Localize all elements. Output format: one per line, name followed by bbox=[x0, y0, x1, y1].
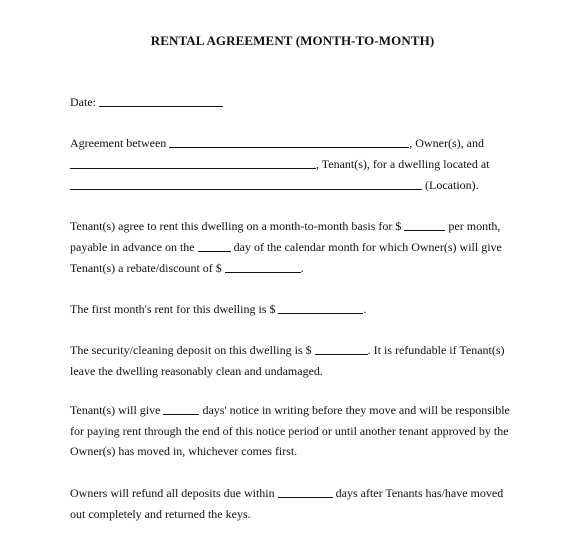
owner-text: , Owner(s), and bbox=[409, 136, 484, 150]
notice-text: Tenant(s) will give bbox=[70, 403, 161, 417]
owner-name-blank[interactable] bbox=[169, 135, 409, 148]
rebate-text: Tenant(s) a rebate/discount of $ bbox=[70, 261, 222, 275]
deposit-blank[interactable] bbox=[315, 342, 368, 355]
date-label: Date: bbox=[70, 95, 96, 109]
agreement-line-3 bbox=[70, 177, 479, 193]
deposit-line-2 bbox=[70, 363, 323, 379]
document-title: RENTAL AGREEMENT (MONTH-TO-MONTH) bbox=[150, 33, 435, 48]
first-month-line bbox=[70, 301, 366, 317]
date-blank[interactable] bbox=[99, 94, 223, 107]
rebate-blank[interactable] bbox=[225, 260, 301, 273]
rent-line-2 bbox=[70, 239, 502, 255]
refundable-text: . It is refundable if Tenant(s) bbox=[367, 343, 505, 357]
deposit-line-1 bbox=[70, 342, 505, 358]
date-line bbox=[70, 94, 223, 110]
rent-text: Tenant(s) agree to rent this dwelling on a month-to-month basis for $ bbox=[70, 219, 402, 233]
deposit-text: The security/cleaning deposit on this dwelling is $ bbox=[70, 343, 312, 357]
agreement-line-1 bbox=[70, 135, 484, 151]
first-month-text: The first month's rent for this dwelling is $ bbox=[70, 302, 276, 316]
notice-days-text: days' notice in writing before they move and will be responsible bbox=[199, 403, 510, 417]
location-blank[interactable] bbox=[70, 177, 422, 190]
agreement-text: Agreement between bbox=[70, 136, 167, 150]
rent-line-3 bbox=[70, 260, 304, 276]
refund-end-text: out completely and returned the keys. bbox=[70, 507, 251, 521]
notice-period-text: for paying rent through the end of this notice period or until another tenant approved by the bbox=[70, 424, 509, 438]
refund-days-text: days after Tenants has/have moved bbox=[332, 486, 504, 500]
calendar-text: day of the calendar month for which Owner(s) will give bbox=[230, 240, 502, 254]
due-day-blank[interactable] bbox=[198, 239, 231, 252]
notice-days-blank[interactable] bbox=[163, 402, 199, 415]
rent-line-1 bbox=[70, 218, 500, 234]
refund-line-1 bbox=[70, 485, 503, 501]
notice-line-3 bbox=[70, 443, 297, 459]
refund-days-blank[interactable] bbox=[278, 485, 333, 498]
tenant-name-blank[interactable] bbox=[70, 156, 316, 169]
tenant-text: , Tenant(s), for a dwelling located at bbox=[316, 157, 490, 171]
first-month-blank[interactable] bbox=[278, 301, 363, 314]
refund-line-2 bbox=[70, 506, 251, 522]
rebate-period: . bbox=[300, 261, 304, 275]
monthly-rent-blank[interactable] bbox=[404, 218, 445, 231]
agreement-line-2 bbox=[70, 156, 490, 172]
refund-text: Owners will refund all deposits due within bbox=[70, 486, 275, 500]
deposit-condition-text: leave the dwelling reasonably clean and undamaged. bbox=[70, 364, 323, 378]
first-month-period: . bbox=[363, 302, 367, 316]
notice-line-1 bbox=[70, 402, 510, 418]
notice-end-text: Owner(s) has moved in, whichever comes first. bbox=[70, 444, 298, 458]
payable-text: payable in advance on the bbox=[70, 240, 195, 254]
per-month-text: per month, bbox=[445, 219, 501, 233]
notice-line-2 bbox=[70, 423, 509, 439]
location-text: (Location). bbox=[422, 178, 479, 192]
